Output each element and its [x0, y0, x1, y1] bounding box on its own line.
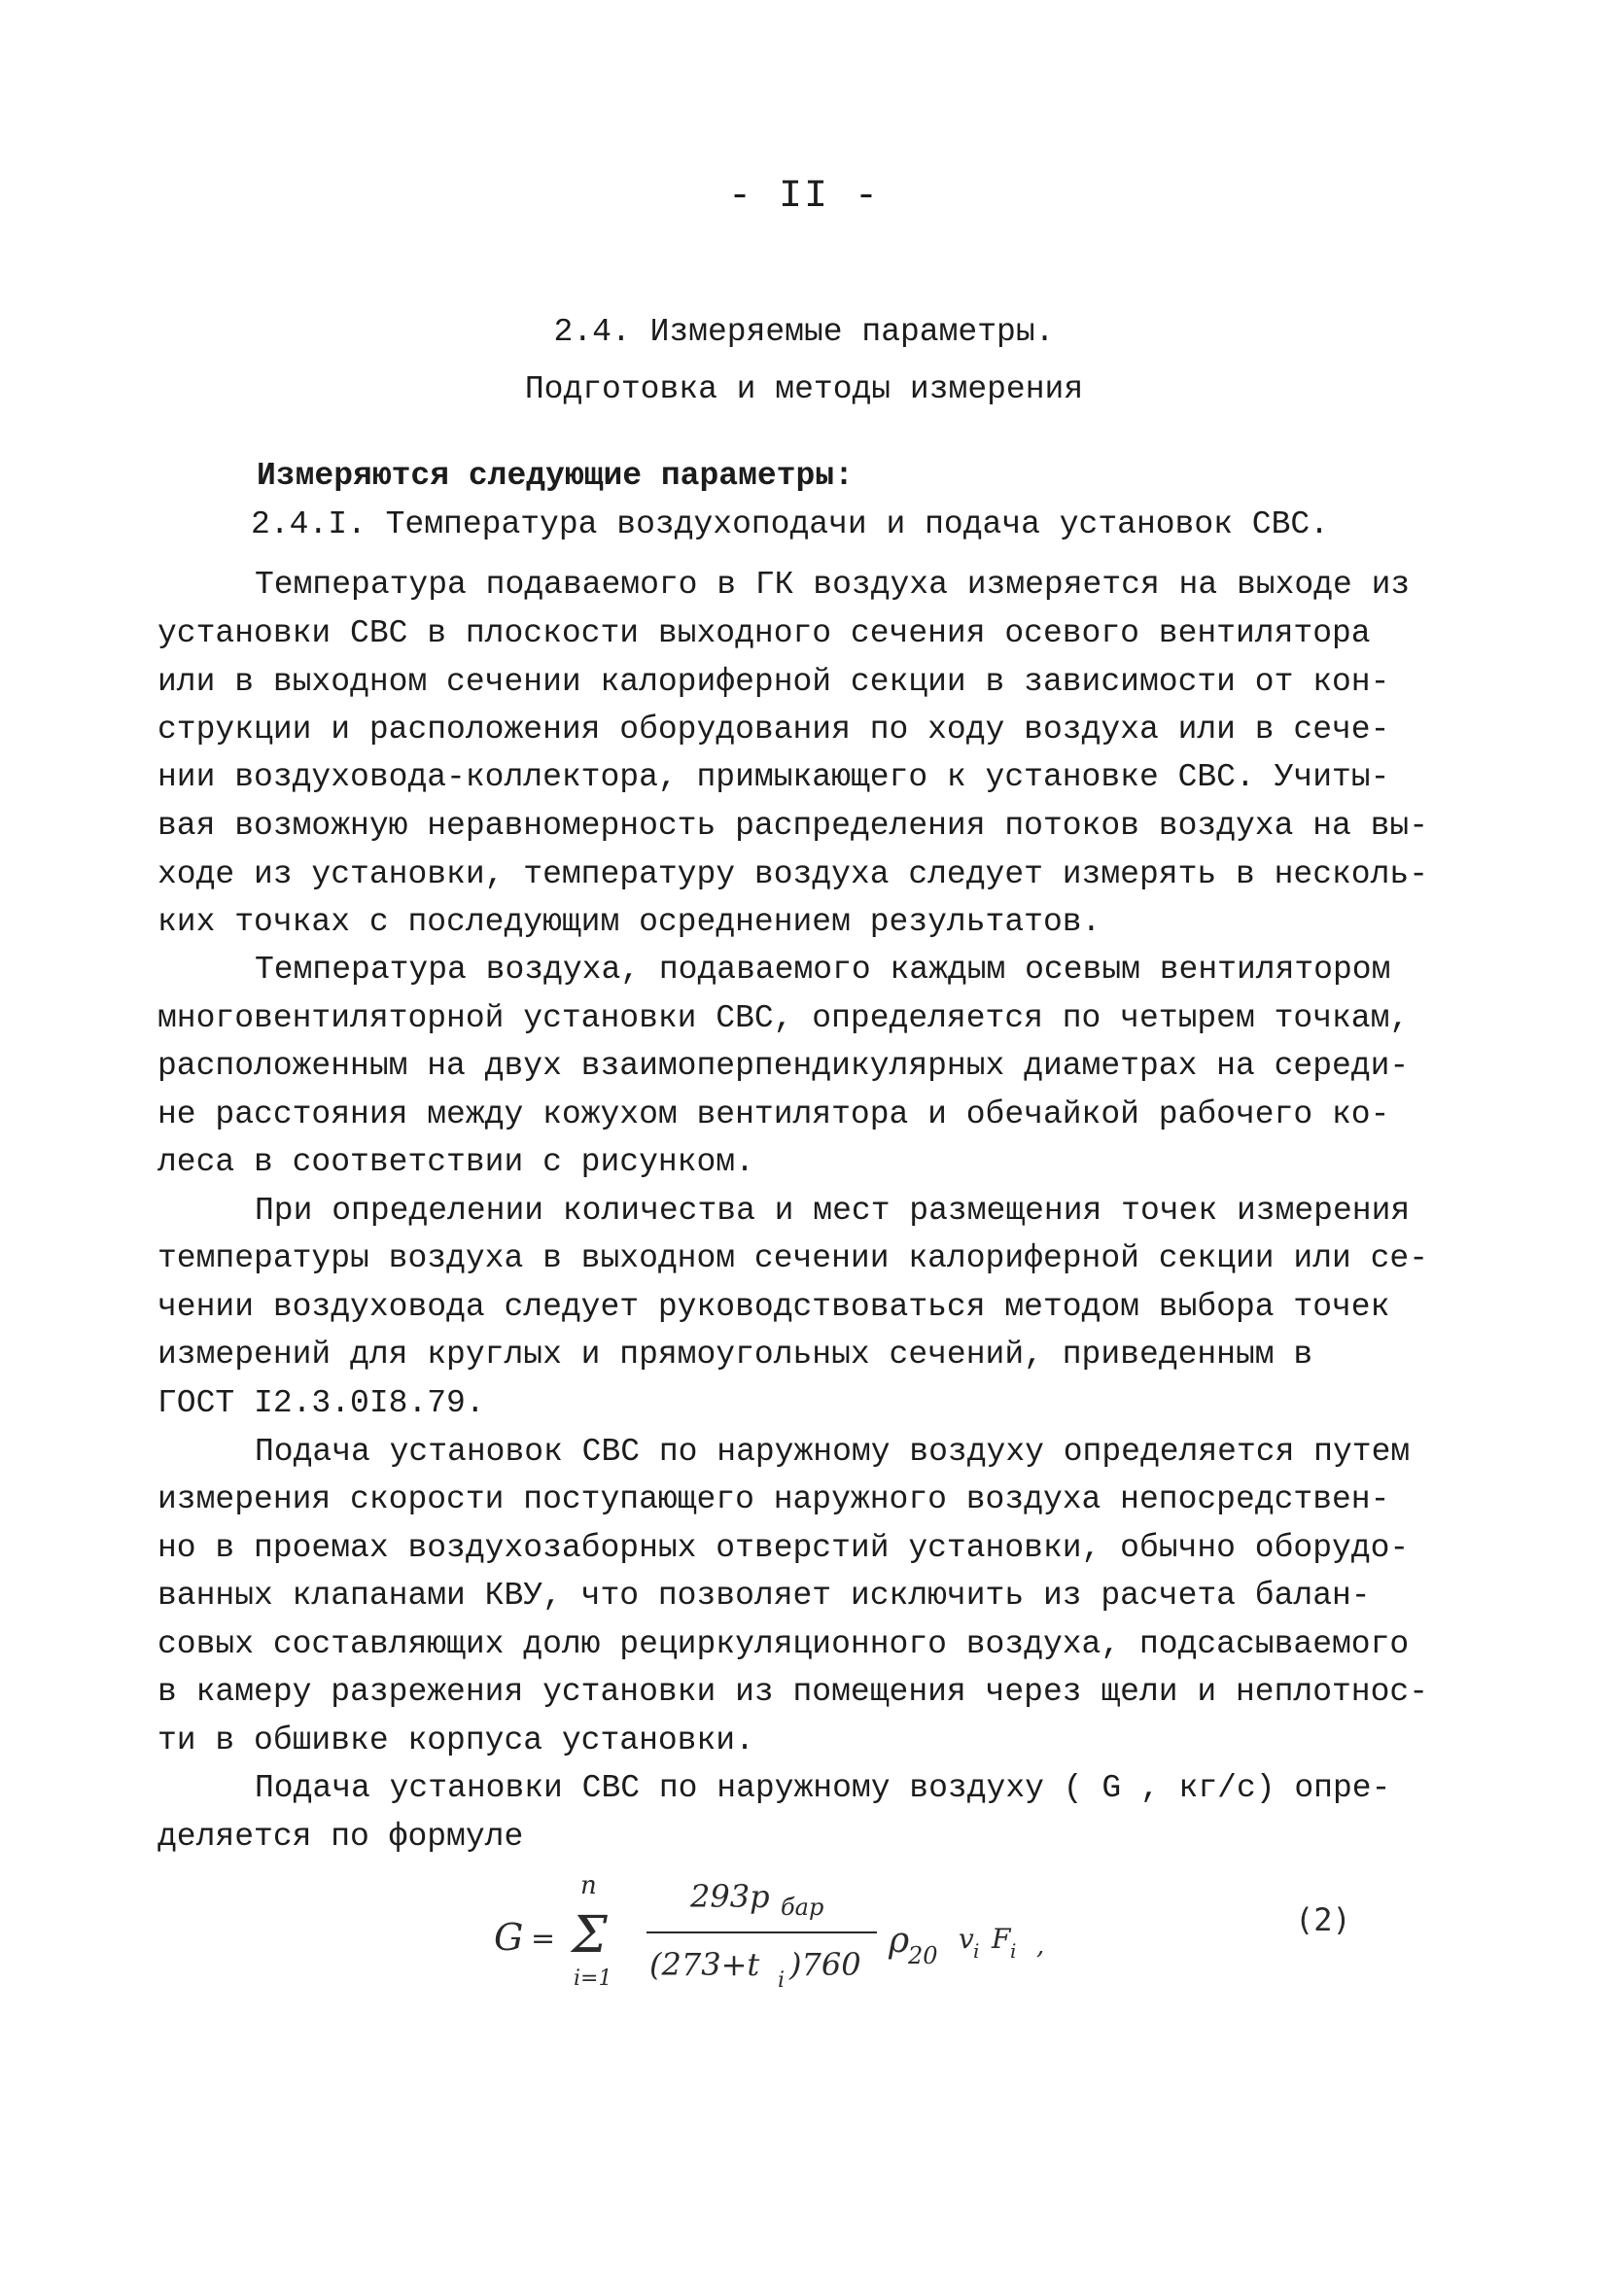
- paragraph-4-line-7: ти в обшивке корпуса установки.: [157, 1722, 754, 1758]
- paragraph-1-line-3: или в выходном сечении калориферной секции в зависимости от кон-: [157, 664, 1390, 700]
- paragraph-5-line-1: Подача установки СВС по наружному воздуху ( G , кг/с) опре-: [255, 1770, 1391, 1806]
- paragraph-4-line-5: совых составляющих долю рециркуляционного воздуха, подсасываемого: [157, 1626, 1410, 1662]
- paragraph-1-line-6: вая возможную неравномерность распределения потоков воздуха на вы-: [157, 808, 1429, 844]
- paragraph-1-line-8: ких точках с последующим осреднением результатов.: [157, 904, 1101, 940]
- paragraph-4-line-4: ванных клапанами КВУ, что позволяет исключить из расчета балан-: [157, 1578, 1371, 1614]
- paragraph-3-line-3: чении воздуховода следует руководствоваться методом выбора точек: [157, 1289, 1390, 1325]
- formula-equals: =: [531, 1922, 556, 1956]
- paragraph-1-line-5: нии воздуховода-коллектора, примыкающего к установке СВС. Учиты-: [157, 759, 1390, 795]
- paragraph-3-line-4: измерений для круглых и прямоугольных сечений, приведенным в: [157, 1337, 1313, 1373]
- paragraph-3-line-5: ГОСТ I2.3.0I8.79.: [157, 1385, 485, 1421]
- paragraph-2-line-1: Температура воздуха, подаваемого каждым осевым вентилятором: [255, 952, 1391, 988]
- formula-f: F: [992, 1923, 1011, 1955]
- formula-v: v: [959, 1923, 974, 1955]
- formula-comma: ,: [1036, 1931, 1045, 1961]
- formula-v-subscript: i: [973, 1939, 980, 1963]
- formula-numerator-subscript: бар: [781, 1894, 824, 1921]
- section-heading-line-2: Подготовка и методы измерения: [524, 371, 1084, 407]
- subsection-title: 2.4.I. Температура воздухоподачи и подача установок СВС.: [251, 506, 1329, 542]
- formula-denominator-close: )760: [789, 1946, 861, 1983]
- intro-line: Измеряются следующие параметры:: [257, 458, 854, 494]
- formula-sum-symbol: Σ: [572, 1906, 608, 1965]
- formula-2: [486, 1857, 1419, 2002]
- formula-lhs: G: [494, 1916, 524, 1959]
- formula-svg: [486, 1857, 1283, 2002]
- paragraph-1-line-1: Температура подаваемого в ГК воздуха измеряется на выходе из: [255, 567, 1411, 603]
- formula-rho-subscript: 20: [908, 1942, 938, 1969]
- formula-rho: ρ: [889, 1921, 910, 1961]
- equation-number: (2): [1295, 1901, 1351, 1938]
- paragraph-2-line-2: многовентиляторной установки СВС, определяется по четырем точкам,: [157, 1000, 1410, 1036]
- section-heading: [0, 303, 1608, 418]
- paragraph-4-line-3: но в проемах воздухозаборных отверстий установки, обычно оборудо-: [157, 1530, 1410, 1566]
- formula-denominator-subscript: i: [778, 1968, 786, 1993]
- paragraph-2-line-4: не расстояния между кожухом вентилятора и обечайкой рабочего ко-: [157, 1096, 1390, 1132]
- formula-f-subscript: i: [1010, 1939, 1017, 1963]
- formula-sum-lower: i=1: [574, 1966, 612, 1991]
- paragraph-5-line-2: деляется по формуле: [157, 1819, 524, 1855]
- paragraph-2-line-5: леса в соответствии с рисунком.: [157, 1144, 754, 1180]
- paragraph-1-line-7: ходе из установки, температуру воздуха следует измерять в несколь-: [157, 856, 1429, 892]
- paragraph-3-line-1: При определении количества и мест размещения точек измерения: [255, 1193, 1411, 1229]
- paragraph-3-line-2: температуры воздуха в выходном сечении калориферной секции или се-: [157, 1240, 1429, 1276]
- page-number: - II -: [727, 175, 881, 219]
- formula-denominator-open: (273+t: [649, 1946, 760, 1983]
- paragraph-1-line-4: струкции и расположения оборудования по ходу воздуха или в сече-: [157, 712, 1390, 748]
- paragraph-1-line-2: установки СВС в плоскости выходного сечения осевого вентилятора: [157, 615, 1371, 651]
- paragraph-4-line-1: Подача установок СВС по наружному воздуху определяется путем: [255, 1434, 1411, 1470]
- paragraph-4-line-2: измерения скорости поступающего наружного воздуха непосредствен-: [157, 1481, 1390, 1517]
- paragraph-4-line-6: в камеру разрежения установки из помещения через щели и неплотнос-: [157, 1674, 1429, 1710]
- formula-sum-upper: n: [580, 1871, 597, 1900]
- formula-numerator: 293p: [690, 1878, 770, 1915]
- paragraph-2-line-3: расположенным на двух взаимоперпендикулярных диаметрах на середи-: [157, 1048, 1410, 1084]
- section-heading-line-1: 2.4. Измеряемые параметры.: [553, 314, 1055, 350]
